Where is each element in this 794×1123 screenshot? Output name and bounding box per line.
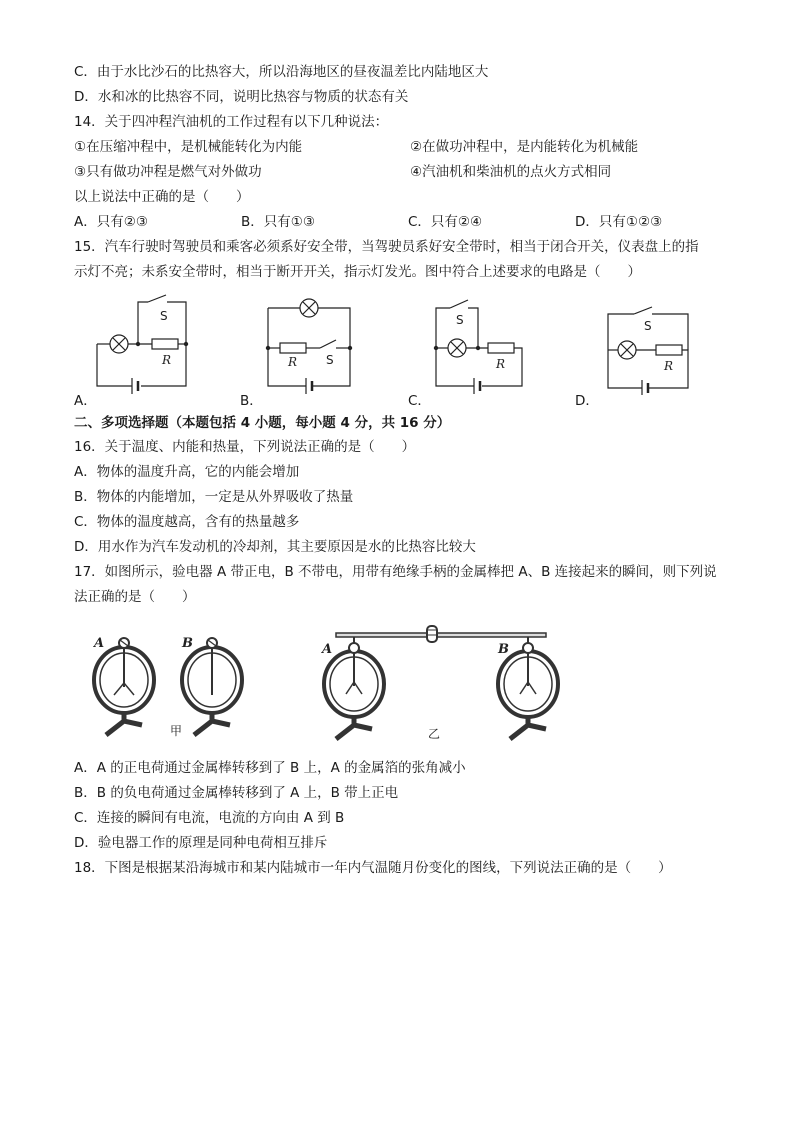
- q14-option-a: A．只有②③: [74, 214, 148, 230]
- circuit-diagram-c: [430, 294, 530, 394]
- q14-option-b: B．只有①③: [241, 214, 315, 230]
- q16-option-c: C．物体的温度越高，含有的热量越多: [74, 514, 300, 530]
- electroscope-yi-label-b: B: [498, 642, 509, 657]
- q14-statement-1: ①在压缩冲程中，是机械能转化为内能: [74, 139, 303, 155]
- q14-stem: 14．关于四冲程汽油机的工作过程有以下几种说法：: [74, 114, 389, 130]
- q15-stem-line-2: 示灯不亮；未系安全带时，相当于断开开关，指示灯发光。图中符合上述要求的电路是（ ）: [74, 264, 641, 280]
- q17-stem-line-1: 17．如图所示，验电器 A 带正电，B 不带电，用带有绝缘手柄的金属棒把 A、B 连接起来的瞬间，则下列说: [74, 564, 717, 580]
- circuit-b-switch-label: S: [326, 353, 334, 367]
- circuit-a-switch-label: S: [160, 309, 168, 323]
- circuit-option-d: D．: [575, 393, 599, 409]
- q16-option-d: D．用水作为汽车发动机的冷却剂，其主要原因是水的比热容比较大: [74, 539, 476, 555]
- circuit-c-switch-label: S: [456, 313, 464, 327]
- electroscope-yi-label-a: A: [322, 642, 333, 657]
- q18-stem: 18．下图是根据某沿海城市和某内陆城市一年内气温随月份变化的图线，下列说法正确的是（ ）: [74, 860, 672, 876]
- q14-statement-4: ④汽油机和柴油机的点火方式相同: [410, 164, 612, 180]
- q17-option-c: C．连接的瞬间有电流，电流的方向由 A 到 B: [74, 810, 345, 826]
- q17-stem-line-2: 法正确的是（ ）: [74, 589, 196, 605]
- circuit-b-resistor-label: R: [288, 355, 298, 369]
- q17-option-b: B．B 的负电荷通过金属棒转移到了 A 上，B 带上正电: [74, 785, 399, 801]
- q17-option-d: D．验电器工作的原理是同种电荷相互排斥: [74, 835, 328, 851]
- q15-stem-line-1: 15．汽车行驶时驾驶员和乘客必须系好安全带，当驾驶员系好安全带时，相当于闭合开关，仪表盘上的指: [74, 239, 699, 255]
- q14-ask: 以上说法中正确的是（ ）: [74, 189, 250, 205]
- circuit-diagram-d: [602, 300, 694, 395]
- circuit-d-resistor-label: R: [664, 359, 674, 373]
- circuit-option-c: C．: [408, 393, 431, 409]
- q17-option-a: A．A 的正电荷通过金属棒转移到了 B 上，A 的金属箔的张角减小: [74, 760, 466, 776]
- q14-option-c: C．只有②④: [408, 214, 483, 230]
- circuit-diagram-a: [94, 294, 204, 394]
- electroscope-label-b: B: [182, 636, 193, 651]
- circuit-option-a: A．: [74, 393, 97, 409]
- electroscope-label-a: A: [94, 636, 105, 651]
- q16-option-b: B．物体的内能增加，一定是从外界吸收了热量: [74, 489, 354, 505]
- q16-option-a: A．物体的温度升高，它的内能会增加: [74, 464, 300, 480]
- section-2-heading: 二、多项选择题（本题包括 4 小题，每小题 4 分，共 16 分）: [74, 415, 451, 431]
- figure-caption-yi: 乙: [428, 727, 441, 741]
- electroscope-figure-jia: [84, 625, 254, 740]
- figure-caption-jia: 甲: [170, 724, 183, 738]
- q14-option-d: D．只有①②③: [575, 214, 663, 230]
- circuit-d-switch-label: S: [644, 319, 652, 333]
- circuit-a-resistor-label: R: [162, 353, 172, 367]
- circuit-diagram-b: [262, 294, 362, 394]
- q13-option-c: C．由于水比沙石的比热容大，所以沿海地区的昼夜温差比内陆地区大: [74, 64, 489, 80]
- circuit-option-b: B．: [240, 393, 263, 409]
- q16-stem: 16．关于温度、内能和热量，下列说法正确的是（ ）: [74, 439, 416, 455]
- electroscope-figure-yi: [318, 622, 578, 742]
- q14-statement-3: ③只有做功冲程是燃气对外做功: [74, 164, 262, 180]
- circuit-c-resistor-label: R: [496, 357, 506, 371]
- q14-statement-2: ②在做功冲程中，是内能转化为机械能: [410, 139, 639, 155]
- q13-option-d: D．水和冰的比热容不同，说明比热容与物质的状态有关: [74, 89, 409, 105]
